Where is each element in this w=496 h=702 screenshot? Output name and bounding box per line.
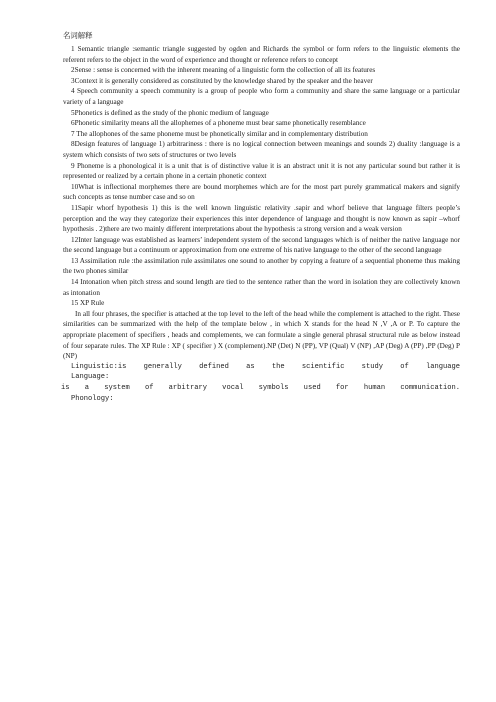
term-item-9: 9 Phoneme is a phonological it is a unit that is of distinctive value it is an abstract unit it is not any particular sound but rather it is represented or realized by a certain phone in a certain phonetic context bbox=[63, 161, 460, 181]
language-definition: is a system of arbitrary vocal symbols used for human communication. bbox=[61, 384, 460, 392]
term-item-8: 8Design features of language 1) arbitrariness : there is no logical connection between meanings and sounds 2) duality :language is a system which consists of two sets of structures or two levels bbox=[63, 140, 460, 159]
language-label: Language: bbox=[71, 373, 110, 382]
term-item-6: 6Phonetic similarity means all the allophemes of a phoneme must bear same phonetically resemblance bbox=[71, 119, 366, 128]
term-item-13: 13 Assimilation rule :the assimilation rule assimilates one sound to another by copying a feature of a sequential phoneme thus making the two phones similar bbox=[63, 256, 460, 276]
xp-rule-paragraph: In all four phrases, the specifier is attached at the top level to the left of the head while the complement is attached to the right. These similarities can be summarized with the help of the template below , in which X stands for the head N ,V ,A or P. To capture the appropriate placement of specifiers , heads and complements, we can formulate a single general phrasal structural rule as below instead of four separate rules. The XP Rule : XP ( specifier ) X (complement).NP (Det) N (PP), VP (Qual) V (NP) ,AP (Deg) A (PP) ,PP (Deg) P (NP) bbox=[63, 309, 460, 361]
term-item-15: 15 XP Rule bbox=[71, 299, 105, 308]
term-item-4: 4 Speech community a speech community is a group of people who form a community and share the same language or a particular variety of a language bbox=[63, 87, 460, 106]
term-item-5: 5Phonetics is defined as the study of the phonic medium of language bbox=[71, 108, 269, 117]
term-item-14: 14 Intonation when pitch stress and sound length are tied to the sentence rather than the word in isolation they are collectively known as intonation bbox=[63, 278, 460, 297]
phonology-label: Phonology: bbox=[71, 394, 114, 403]
term-item-10: 10What is inflectional morphemes there are bound morphemes which are for the most part purely grammatical makers and signify such concepts as tense number case and so on bbox=[63, 182, 460, 202]
term-item-2: 2Sense : sense is concerned with the inherent meaning of a linguistic form the collection of all its features bbox=[71, 66, 376, 75]
term-item-7: 7 The allophones of the same phoneme must be phonetically similar and in complementary distribution bbox=[71, 129, 368, 138]
term-item-12: 12Inter language was established as learners’ independent system of the second languages which is of neither the native language nor the second language but a continuum or approximation from one extreme of his native language to the other of the second language bbox=[63, 235, 460, 255]
linguistic-definition: Linguistic:is generally defined as the scientific study of language bbox=[71, 362, 460, 371]
term-item-3: 3Context it is generally considered as constituted by the knowledge shared by the speaker and the heaver bbox=[71, 76, 373, 85]
term-item-1: 1 Semantic triangle :semantic triangle suggested by ogden and Richards the symbol or form refers to the linguistic elements the referent refers to the object in the word of experience and thought or reference refers to concept bbox=[63, 45, 460, 64]
term-item-11: 11Sapir whorf hypothesis 1) this is the well known linguistic relativity .sapir and whorf believe that language filters people’s perception and the way they categorize their experiences this inter dependence of language and thought is now known as sapir –whorf hypothesis . 2)there are two mainly different interpretations about the hypothesis :a strong version and a weak version bbox=[63, 203, 460, 234]
doc-heading: 名词解释 bbox=[63, 31, 93, 40]
